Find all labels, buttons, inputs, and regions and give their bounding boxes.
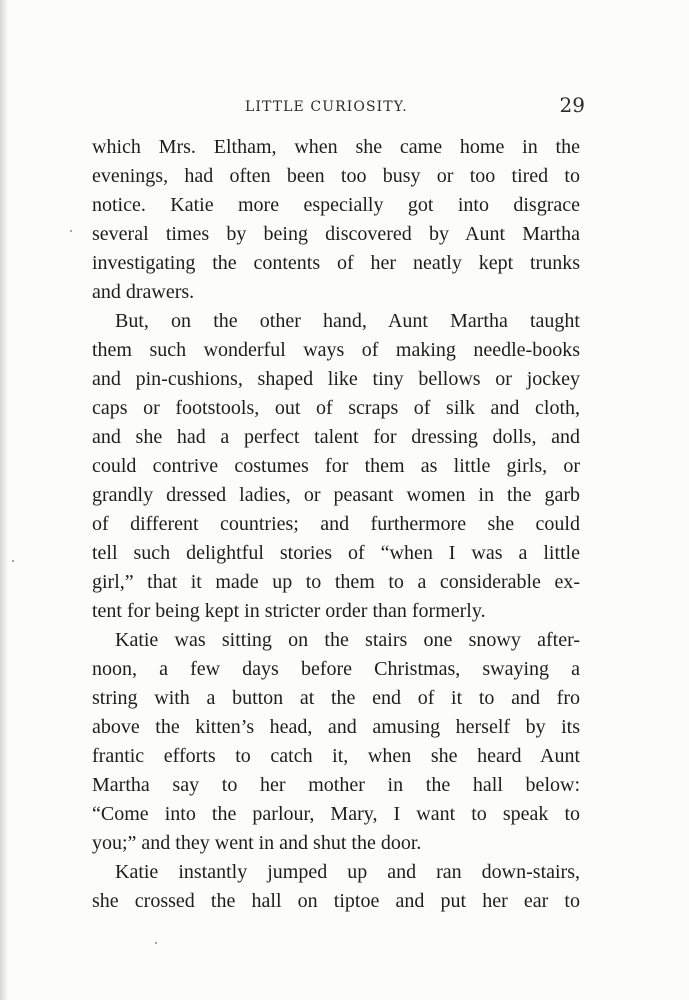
text-line: investigating the contents of her neatly kept trunks — [92, 252, 580, 274]
text-line: frantic efforts to catch it, when she heard Aunt — [92, 745, 580, 767]
text-line: which Mrs. Eltham, when she came home in the — [92, 136, 580, 158]
text-line: she crossed the hall on tiptoe and put her ear to — [92, 890, 580, 912]
paragraph — [92, 858, 580, 916]
running-title: LITTLE CURIOSITY. — [245, 99, 408, 115]
text-line: notice. Katie more especially got into disgrace — [92, 194, 580, 216]
text-line: and she had a perfect talent for dressing dolls, and — [92, 426, 580, 448]
text-line: girl,” that it made up to them to a considerable ex- — [92, 571, 580, 593]
print-speck — [70, 230, 72, 232]
page-gutter-edge — [0, 0, 8, 1000]
text-line: several times by being discovered by Aunt Martha — [92, 223, 580, 245]
page-number: 29 — [559, 93, 585, 117]
text-line: caps or footstools, out of scraps of silk and cloth, — [92, 397, 580, 419]
print-speck — [12, 560, 14, 562]
page-header — [90, 93, 590, 121]
body-text — [92, 133, 580, 916]
paragraph — [92, 133, 580, 307]
paragraph — [92, 626, 580, 858]
text-line: and drawers. — [92, 281, 195, 303]
text-line: them such wonderful ways of making needle-books — [92, 339, 580, 361]
text-line: But, on the other hand, Aunt Martha taught — [115, 310, 580, 332]
text-line: you;” and they went in and shut the door. — [92, 832, 422, 854]
text-line: and pin-cushions, shaped like tiny bellows or jockey — [92, 368, 580, 390]
text-line: could contrive costumes for them as little girls, or — [92, 455, 580, 477]
paragraph — [92, 307, 580, 626]
text-line: Martha say to her mother in the hall below: — [92, 774, 580, 796]
text-line: Katie was sitting on the stairs one snowy after- — [115, 629, 580, 651]
text-line: tent for being kept in stricter order than formerly. — [92, 600, 486, 622]
text-line: evenings, had often been too busy or too tired to — [92, 165, 580, 187]
text-line: above the kitten’s head, and amusing herself by its — [92, 716, 580, 738]
text-line: Katie instantly jumped up and ran down-stairs, — [115, 861, 580, 883]
text-line: grandly dressed ladies, or peasant women in the garb — [92, 484, 580, 506]
text-line: “Come into the parlour, Mary, I want to speak to — [92, 803, 580, 825]
text-line: string with a button at the end of it to and fro — [92, 687, 580, 709]
text-line: tell such delightful stories of “when I was a little — [92, 542, 580, 564]
text-line: noon, a few days before Christmas, swaying a — [92, 658, 580, 680]
text-line: of different countries; and furthermore she could — [92, 513, 580, 535]
print-speck — [155, 942, 157, 944]
